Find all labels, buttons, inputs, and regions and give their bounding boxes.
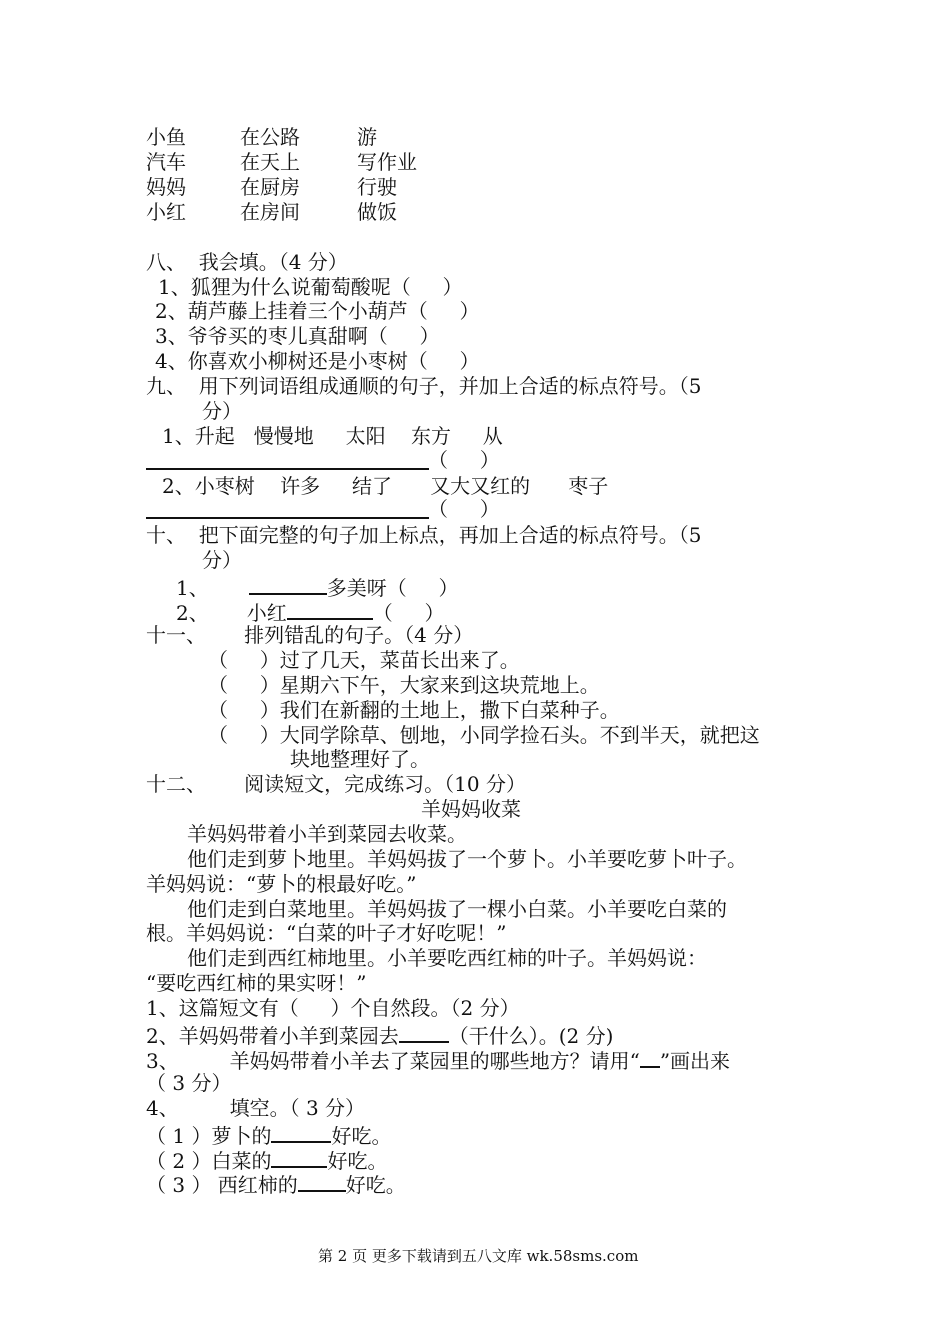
s9-q2-words: 2、小枣树 许多 结了 又大又红的 枣子 xyxy=(162,474,609,498)
match-item: 游 xyxy=(357,125,377,149)
match-item: 小鱼 xyxy=(146,125,186,149)
fill-3-post: 好吃。 xyxy=(345,1173,406,1197)
answer-line xyxy=(146,468,429,470)
blank-line xyxy=(287,598,373,620)
s10-q2-pre: 小红 xyxy=(246,601,287,625)
s12-q3-post: ”画出来 xyxy=(659,1049,731,1073)
s10-q2 xyxy=(176,598,445,625)
match-item: 汽车 xyxy=(146,150,186,174)
section-12-title: 十二、 阅读短文，完成练习。（10 分） xyxy=(146,772,526,796)
section-9-title: 九、 用下列词语组成通顺的句子，并加上合适的标点符号。（5 xyxy=(146,374,702,398)
section-10-title: 十、 把下面完整的句子加上标点，再加上合适的标点符号。（5 xyxy=(146,523,702,547)
s12-fill-1 xyxy=(146,1121,391,1148)
s8-item-2: 2、葫芦藤上挂着三个小葫芦（ ） xyxy=(155,299,480,323)
story-paragraph-3-cont: 根。羊妈妈说：“白菜的叶子才好吃呢！” xyxy=(146,921,507,945)
match-item: 妈妈 xyxy=(146,175,186,199)
s12-q4: 4、 填空。（ 3 分） xyxy=(146,1096,366,1120)
s11-item-4: （ ）大同学除草、刨地，小同学捡石头。不到半天，就把这 xyxy=(208,723,760,747)
s8-item-3: 3、爷爷买的枣儿真甜啊（ ） xyxy=(155,324,440,348)
s10-q1-text: 多美呀（ ） xyxy=(326,576,459,600)
s11-item-2: （ ）星期六下午，大家来到这块荒地上。 xyxy=(208,673,600,697)
story-paragraph-4-cont: “要吃西红柿的果实呀！” xyxy=(146,971,367,995)
s10-q2-num: 2、 xyxy=(176,601,209,625)
match-item: 行驶 xyxy=(357,175,397,199)
match-item: 写作业 xyxy=(357,150,417,174)
section-8-title: 八、 我会填。（4 分） xyxy=(146,250,348,274)
section-10-title-cont: 分） xyxy=(202,548,242,572)
match-item: 在公路 xyxy=(240,125,300,149)
underline-mark xyxy=(640,1046,660,1068)
blank-line xyxy=(271,1121,331,1143)
s10-q1-num: 1、 xyxy=(176,576,209,600)
s12-q3-pre: 3、 羊妈妈带着小羊去了菜园里的哪些地方？请用“ xyxy=(146,1049,640,1073)
story-paragraph-4: 他们走到西红柿地里。小羊要吃西红柿的叶子。羊妈妈说： xyxy=(187,946,707,970)
s11-item-1: （ ）过了几天，菜苗长出来了。 xyxy=(208,648,520,672)
fill-2-pre: （ 2 ）白菜的 xyxy=(146,1149,272,1173)
match-item: 在天上 xyxy=(240,150,300,174)
story-paragraph-1: 羊妈妈带着小羊到菜园去收菜。 xyxy=(187,822,467,846)
section-11-title: 十一、 排列错乱的句子。（4 分） xyxy=(146,623,474,647)
match-item: 在房间 xyxy=(240,200,300,224)
match-item: 做饭 xyxy=(357,200,397,224)
s8-item-1: 1、狐狸为什么说葡萄酸呢（ ） xyxy=(158,275,463,299)
match-item: 在厨房 xyxy=(240,175,300,199)
s11-item-3: （ ）我们在新翻的土地上，撒下白菜种子。 xyxy=(208,698,620,722)
fill-2-post: 好吃。 xyxy=(327,1149,388,1173)
blank-line xyxy=(298,1170,346,1192)
s9-q1-paren: （ ） xyxy=(428,448,500,472)
story-paragraph-3: 他们走到白菜地里。羊妈妈拔了一棵小白菜。小羊要吃白菜的 xyxy=(187,897,727,921)
answer-line xyxy=(146,517,429,519)
s12-q2 xyxy=(146,1021,613,1048)
s12-q2-post: （干什么）。(2 分) xyxy=(448,1024,614,1048)
s12-q3 xyxy=(146,1046,730,1073)
story-paragraph-2: 他们走到萝卜地里。羊妈妈拔了一个萝卜。小羊要吃萝卜叶子。 xyxy=(187,847,747,871)
s11-item-4-cont: 块地整理好了。 xyxy=(290,747,430,771)
s10-q2-text: （ ） xyxy=(372,601,445,625)
s12-fill-3 xyxy=(146,1170,406,1197)
match-item: 小红 xyxy=(146,200,186,224)
page-footer: 第 2 页 更多下载请到五八文库 wk.58sms.com xyxy=(318,1247,639,1265)
fill-1-post: 好吃。 xyxy=(331,1124,392,1148)
s9-q2-paren: （ ） xyxy=(428,497,500,521)
s9-q1-words: 1、升起 慢慢地 太阳 东方 从 xyxy=(162,424,503,448)
blank-line xyxy=(249,573,327,595)
s10-q1 xyxy=(176,573,459,600)
s12-q2-pre: 2、羊妈妈带着小羊到菜园去 xyxy=(146,1024,399,1048)
story-title: 羊妈妈收菜 xyxy=(421,797,521,821)
s12-q3-cont: （ 3 分） xyxy=(146,1071,232,1095)
blank-line xyxy=(271,1146,327,1168)
section-9-title-cont: 分） xyxy=(202,399,242,423)
story-paragraph-2-cont: 羊妈妈说：“萝卜的根最好吃。” xyxy=(146,872,417,896)
fill-3-pre: （ 3 ） 西红柿的 xyxy=(146,1173,298,1197)
s12-q1: 1、这篇短文有（ ）个自然段。（2 分） xyxy=(146,996,520,1020)
fill-1-pre: （ 1 ）萝卜的 xyxy=(146,1124,272,1148)
blank-line xyxy=(399,1021,449,1043)
s8-item-4: 4、你喜欢小柳树还是小枣树（ ） xyxy=(155,349,480,373)
s12-fill-2 xyxy=(146,1146,387,1173)
